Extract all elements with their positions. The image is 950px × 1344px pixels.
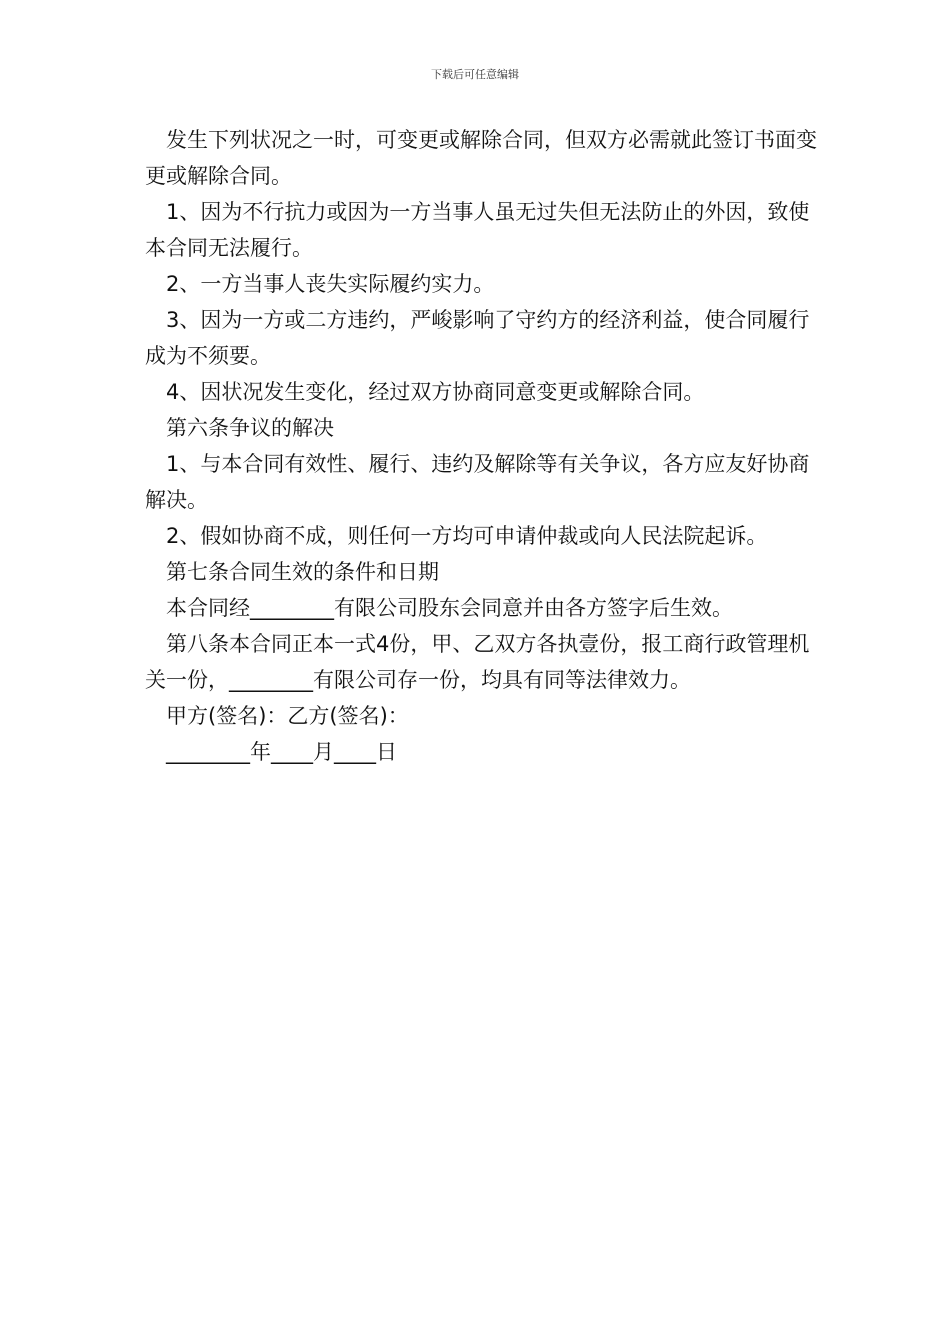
- paragraph-item-1: 1、因为不行抗力或因为一方当事人虽无过失但无法防止的外因，致使本合同无法履行。: [145, 200, 810, 260]
- paragraph-item-3: 3、因为一方或二方违约，严峻影响了守约方的经济利益，使合同履行成为不须要。: [145, 308, 810, 368]
- paragraph-dispute-1: 1、与本合同有效性、履行、违约及解除等有关争议，各方应友好协商解决。: [145, 452, 810, 512]
- paragraph-item-4: 4、因状况发生变化，经过双方协商同意变更或解除合同。: [166, 380, 705, 404]
- article-6-heading: 第六条争议的解决: [166, 416, 334, 440]
- paragraph-effective: 本合同经________有限公司股东会同意并由各方签字后生效。: [166, 596, 733, 620]
- date-line: ________年____月____日: [166, 740, 397, 764]
- paragraph-item-2: 2、一方当事人丧失实际履约实力。: [166, 272, 495, 296]
- page-header: 下载后可任意编辑: [431, 68, 519, 81]
- signature-line: 甲方(签名)：乙方(签名)：: [166, 704, 409, 728]
- document-body: [145, 122, 825, 770]
- article-8-paragraph: 第八条本合同正本一式4份，甲、乙双方各执壹份，报工商行政管理机关一份，________有限公司存一份，均具有同等法律效力。: [145, 632, 810, 692]
- paragraph-dispute-2: 2、假如协商不成，则任何一方均可申请仲裁或向人民法院起诉。: [166, 524, 768, 548]
- article-7-heading: 第七条合同生效的条件和日期: [166, 560, 439, 584]
- paragraph-change-termination: 发生下列状况之一时，可变更或解除合同，但双方必需就此签订书面变更或解除合同。: [145, 128, 817, 188]
